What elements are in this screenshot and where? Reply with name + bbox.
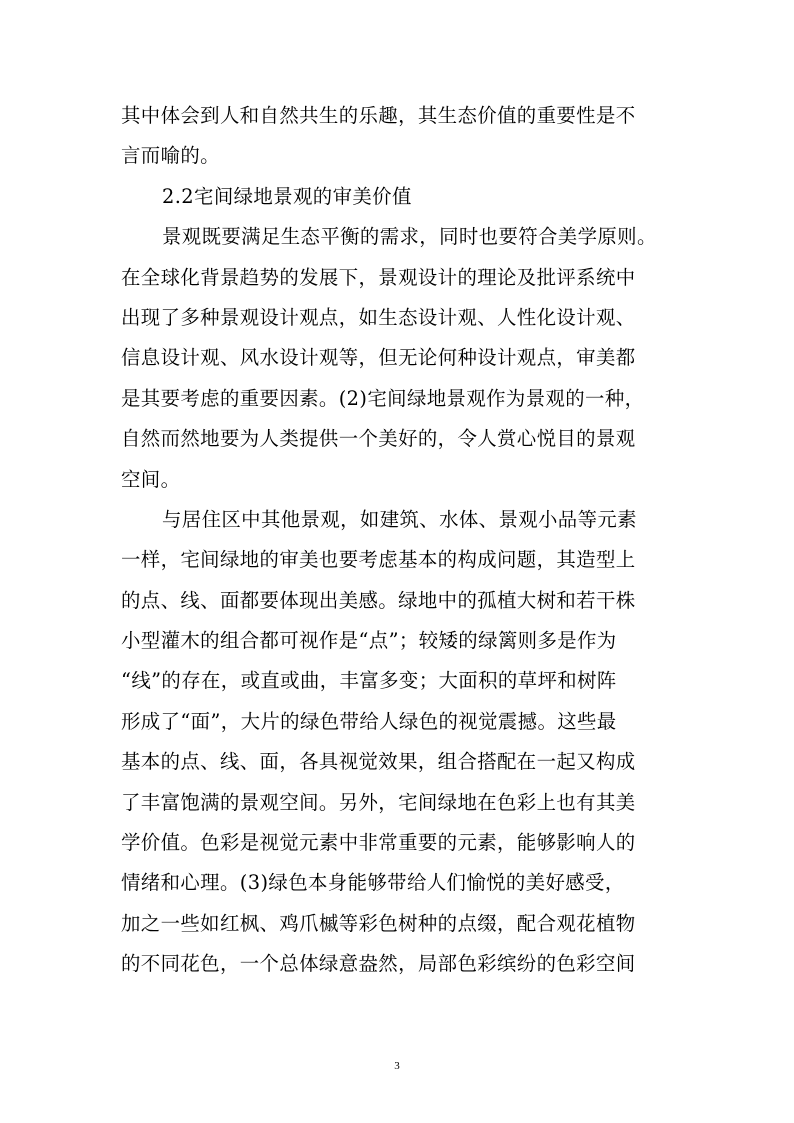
text-line: 情绪和心理。(3)绿色本身能够带给人们愉悦的美好感受，	[121, 871, 625, 895]
text-line: 与居住区中其他景观，如建筑、水体、景观小品等元素	[162, 507, 637, 531]
text-line: 形成了“面”，大片的绿色带给人绿色的视觉震撼。这些最	[121, 709, 617, 733]
text-line: 空间。	[121, 467, 181, 491]
section-heading: 2.2宅间绿地景观的审美价值	[162, 184, 412, 208]
text-line: 的不同花色，一个总体绿意盎然，局部色彩缤纷的色彩空间	[121, 952, 636, 976]
text-line: 了丰富饱满的景观空间。另外，宅间绿地在色彩上也有其美	[121, 790, 636, 814]
text-line: 其中体会到人和自然共生的乐趣，其生态价值的重要性是不	[121, 104, 636, 127]
text-line: 出现了多种景观设计观点，如生态设计观、人性化设计观、	[121, 305, 636, 329]
text-line: “线”的存在，或直或曲，丰富多变；大面积的草坪和树阵	[121, 669, 617, 693]
text-line: 小型灌木的组合都可视作是“点”；较矮的绿篱则多是作为	[121, 629, 617, 653]
text-line: 学价值。色彩是视觉元素中非常重要的元素，能够影响人的	[121, 831, 636, 855]
text-line: 一样，宅间绿地的审美也要考虑基本的构成问题，其造型上	[121, 548, 636, 572]
page-number: 3	[394, 1060, 400, 1072]
text-line: 基本的点、线、面，各具视觉效果，组合搭配在一起又构成	[121, 750, 636, 774]
text-line: 的点、线、面都要体现出美感。绿地中的孤植大树和若干株	[121, 588, 636, 612]
text-line: 信息设计观、风水设计观等，但无论何种设计观点，审美都	[121, 346, 636, 370]
text-line: 自然而然地要为人类提供一个美好的，令人赏心悦目的景观	[121, 427, 636, 451]
text-line: 景观既要满足生态平衡的需求，同时也要符合美学原则。	[162, 225, 657, 249]
text-line: 言而喻的。	[121, 144, 220, 168]
text-line: 加之一些如红枫、鸡爪槭等彩色树种的点缀，配合观花植物	[121, 911, 636, 935]
body-text	[121, 96, 681, 985]
text-line: 在全球化背景趋势的发展下，景观设计的理论及批评系统中	[121, 265, 636, 289]
text-line: 是其要考虑的重要因素。(2)宅间绿地景观作为景观的一种，	[121, 386, 645, 410]
